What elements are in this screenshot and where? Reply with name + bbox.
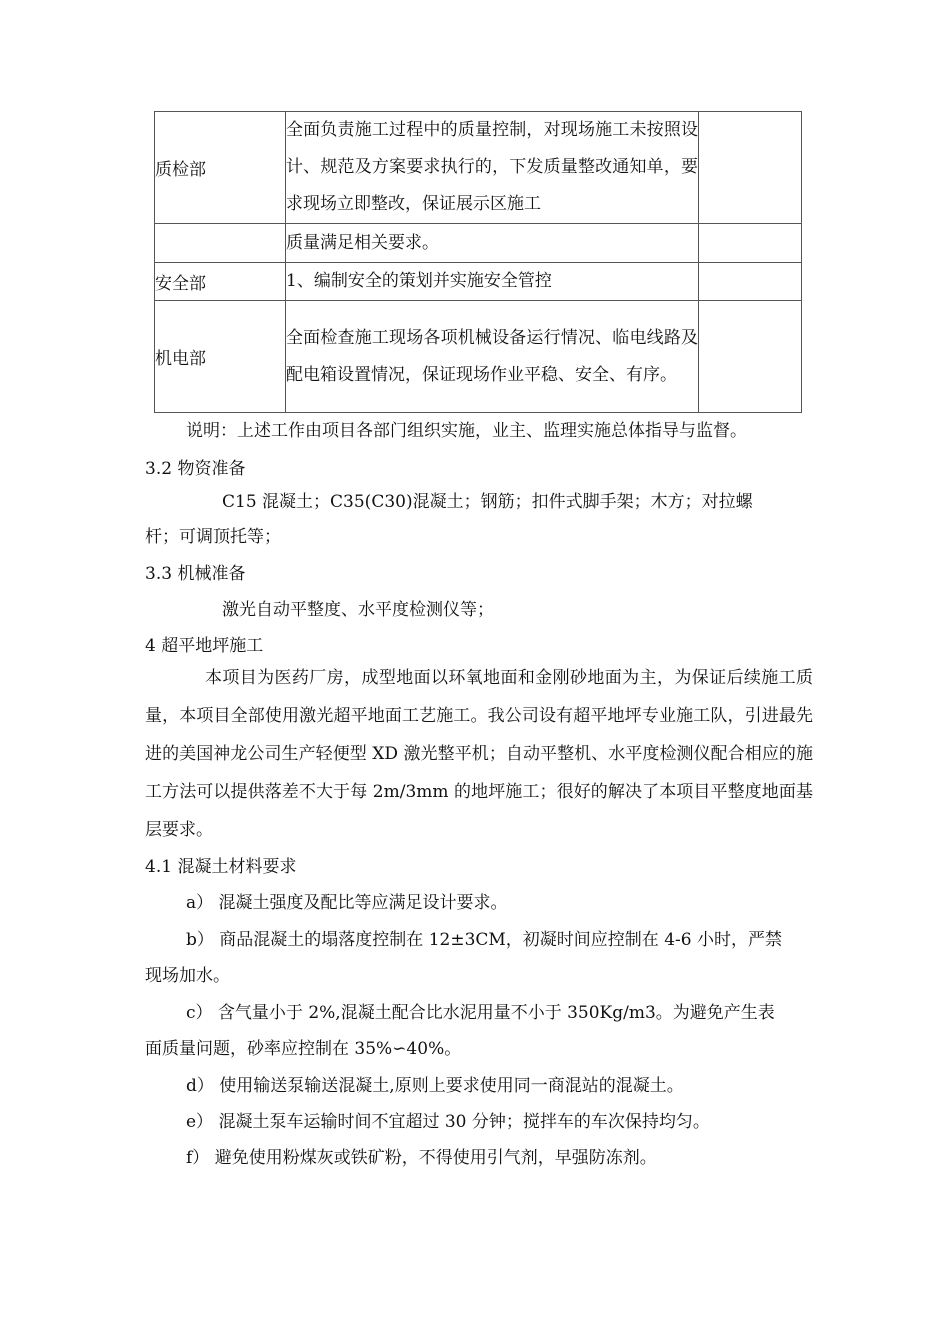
dept-note (699, 263, 802, 301)
dept-name (155, 224, 286, 263)
paragraph-line: 激光自动平整度、水平度检测仪等； (222, 600, 494, 620)
section-heading: 4.1 混凝土材料要求 (145, 857, 297, 877)
dept-name: 安全部 (155, 263, 286, 301)
dept-name: 机电部 (155, 301, 286, 413)
dept-duty: 全面检查施工现场各项机械设备运行情况、临电线路及配电箱设置情况，保证现场作业平稳、安全、有序。 (286, 301, 699, 413)
list-item: e） 混凝土泵车运输时间不宜超过 30 分钟；搅拌车的车次保持均匀。 (186, 1112, 710, 1132)
list-item: c） 含气量小于 2%,混凝土配合比水泥用量不小于 350Kg/m3。为避免产生表 (186, 1003, 775, 1023)
dept-duty: 1、编制安全的策划并实施安全管控 (286, 263, 699, 301)
department-duty-table (154, 111, 802, 413)
section-heading: 3.3 机械准备 (145, 564, 246, 584)
dept-note (699, 301, 802, 413)
body-paragraph: 本项目为医药厂房，成型地面以环氧地面和金刚砂地面为主，为保证后续施工质量，本项目全部使用激光超平地面工艺施工。我公司设有超平地坪专业施工队，引进最先进的美国神龙公司生产轻便型 XD 激光整平机；自动平整机、水平度检测仪配合相应的施工方法可以提供落差不大于每 2m/3mm 的地坪施工；很好的解决了本项目平整度地面基层要求。 (145, 668, 813, 840)
table-row (155, 112, 802, 224)
dept-duty: 全面负责施工过程中的质量控制，对现场施工未按照设计、规范及方案要求执行的，下发质量整改通知单，要求现场立即整改，保证展示区施工 (286, 112, 699, 224)
dept-note (699, 224, 802, 263)
paragraph-line: 杆；可调顶托等； (145, 527, 281, 547)
list-item: a） 混凝土强度及配比等应满足设计要求。 (186, 893, 508, 913)
table-row (155, 224, 802, 263)
list-item: f） 避免使用粉煤灰或铁矿粉，不得使用引气剂，早强防冻剂。 (186, 1148, 657, 1168)
section-heading: 3.2 物资准备 (145, 459, 246, 479)
dept-note (699, 112, 802, 224)
list-item-continuation: 面质量问题，砂率应控制在 35%∽40%。 (145, 1039, 462, 1059)
table-row (155, 263, 802, 301)
list-item: b） 商品混凝土的塌落度控制在 12±3CM，初凝时间应控制在 4-6 小时，严禁 (186, 930, 782, 950)
list-item: d） 使用输送泵输送混凝土,原则上要求使用同一商混站的混凝土。 (186, 1076, 684, 1096)
paragraph-line: C15 混凝土；C35(C30)混凝土；钢筋；扣件式脚手架；木方；对拉螺 (222, 492, 753, 512)
table-note: 说明：上述工作由项目各部门组织实施，业主、监理实施总体指导与监督。 (186, 421, 747, 441)
section-heading: 4 超平地坪施工 (145, 636, 264, 656)
table-row (155, 301, 802, 413)
dept-name: 质检部 (155, 112, 286, 224)
list-item-continuation: 现场加水。 (145, 966, 230, 986)
dept-duty: 质量满足相关要求。 (286, 224, 699, 263)
